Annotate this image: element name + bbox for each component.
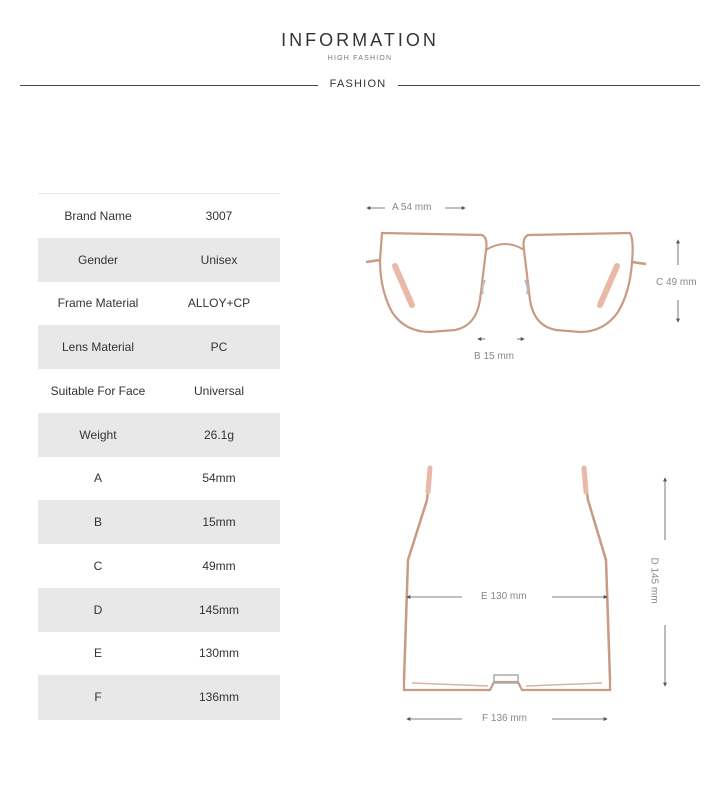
dim-d-label: D 145 mm (648, 557, 660, 604)
spec-value: 136mm (198, 690, 239, 705)
spec-value: 49mm (202, 558, 236, 573)
spec-value: Universal (193, 383, 244, 398)
glasses-top-view (404, 468, 610, 690)
spec-label: Suitable For Face (50, 383, 146, 398)
spec-label: C (93, 558, 103, 573)
spec-value: ALLOY+CP (187, 296, 251, 311)
spec-value: 130mm (198, 646, 239, 661)
left-temple-tip (395, 266, 412, 305)
spec-label: D (93, 602, 103, 617)
spec-label: Frame Material (57, 296, 139, 311)
left-arm-tip (428, 468, 430, 492)
bridge (486, 244, 524, 250)
spec-value: 54mm (202, 471, 236, 486)
spec-value: 15mm (202, 515, 236, 530)
left-temple (366, 260, 380, 262)
page-subtitle: HIGH FASHION (327, 55, 393, 62)
spec-label: E (93, 646, 102, 661)
spec-label: F (94, 690, 102, 705)
glasses-front-view (366, 233, 646, 332)
spec-label: Gender (77, 252, 119, 267)
spec-value: 26.1g (203, 427, 235, 442)
left-lens-frame (380, 233, 487, 332)
spec-label: Lens Material (61, 340, 135, 355)
spec-label: B (93, 515, 102, 530)
spec-value: 145mm (198, 602, 239, 617)
dim-c-label: C 49 mm (656, 277, 697, 288)
right-arm-tip (584, 468, 586, 492)
spec-value: PC (210, 340, 228, 355)
right-lens-frame (524, 233, 633, 332)
dim-a-label: A 54 mm (392, 202, 432, 213)
right-temple-tip (600, 266, 617, 305)
section-label: FASHION (329, 78, 387, 90)
left-arm (404, 470, 430, 680)
dim-b-label: B 15 mm (474, 351, 515, 362)
right-arm (584, 470, 610, 680)
spec-label: A (93, 471, 102, 486)
dim-f-label: F 136 mm (482, 713, 528, 724)
spec-label: Brand Name (64, 208, 132, 223)
right-temple (632, 262, 646, 264)
spec-value: Unisex (200, 252, 238, 267)
dim-e-label: E 130 mm (481, 591, 527, 602)
page-title: INFORMATION (281, 30, 439, 50)
spec-value: 3007 (205, 208, 233, 223)
spec-label: Weight (79, 427, 117, 442)
top-front-rim (404, 680, 610, 690)
